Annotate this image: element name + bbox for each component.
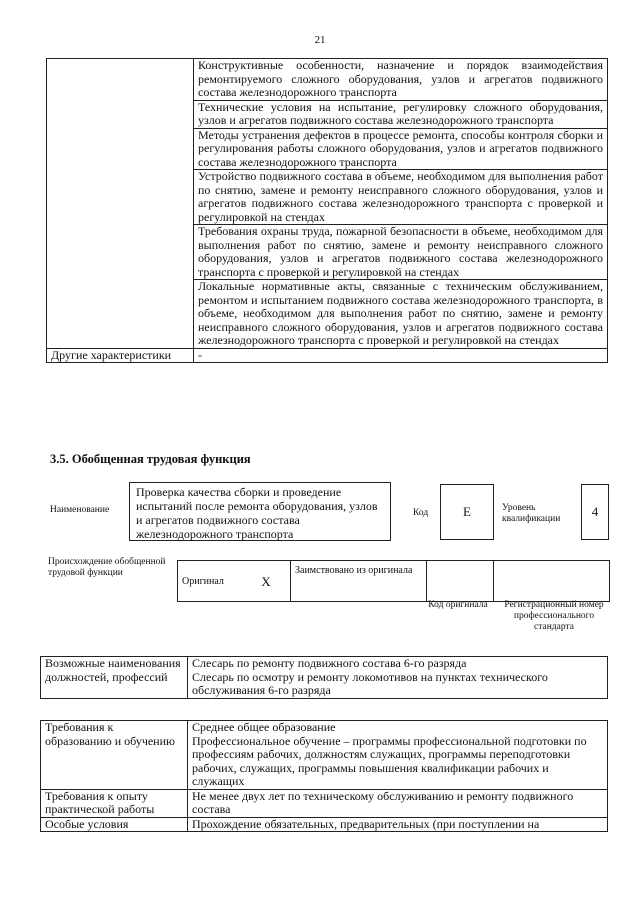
level-value: 4 [581,484,609,540]
conditions-label: Особые условия [41,817,188,832]
reg-number-label: Регистрационный номер профессионального стандарта [504,600,604,632]
position-item: Слесарь по ремонту подвижного состава 6-го разряда [192,656,467,670]
page-number: 21 [314,34,326,46]
experience-value: Не менее двух лет по техническому обслуживанию и ремонту подвижного состава [188,789,608,817]
code-original-cell [427,561,494,602]
other-characteristics-value: - [194,348,608,363]
original-mark: X [242,561,291,602]
knowledge-item: Требования охраны труда, пожарной безопасности в объеме, необходимом для выполнения работ по снятию, замене и ремонту неисправного сложного оборудования, узлов и агрегатов подвижного состава железнодорожного транспорта с проверкой и регулировкой на стендах [194,225,608,280]
positions-label: Возможные наименования должностей, профессий [41,657,188,699]
code-value: E [440,484,494,540]
knowledge-table [46,58,608,363]
table-row [41,721,608,790]
borrowed-label: Заимствовано из оригинала [291,561,427,602]
section-title: 3.5. Обобщенная трудовая функция [50,452,251,466]
experience-label: Требования к опыту практической работы [41,789,188,817]
education-label: Требования к образованию и обучению [41,721,188,790]
education-item: Профессиональное обучение – программы профессиональной подготовки по профессиям рабочих, должностям служащих, программы переподготовки рабочих, служащих, программы повышения квалификации рабочих и служащих [192,733,587,788]
origin-table [177,560,610,602]
table-row [47,59,608,101]
knowledge-item: Устройство подвижного состава в объеме, необходимом для выполнения работ по снятию, замене и ремонту неисправного сложного оборудования, узлов и агрегатов подвижного состава железнодорожного транспорта с проверкой и регулировкой на стендах [194,170,608,225]
knowledge-label-cell [47,59,194,349]
code-original-label: Код оригинала [428,600,488,610]
function-name-box: Проверка качества сборки и проведение испытаний после ремонта оборудования, узлов и агрегатов подвижного состава железнодорожного транспорта [129,482,391,541]
reg-number-cell [494,561,610,602]
knowledge-item: Локальные нормативные акты, связанные с техническим обслуживанием, ремонтом и испытанием подвижного состава железнодорожного транспорта, в объеме, необходимом для выполнения работ по снятию, замене и ремонту неисправного сложного оборудования, узлов и агрегатов подвижного состава железнодорожного транспорта с проверкой и регулировкой на стендах [194,280,608,349]
origin-label: Происхождение обобщенной трудовой функции [48,557,166,578]
table-row [178,561,610,602]
knowledge-item: Конструктивные особенности, назначение и порядок взаимодействия ремонтируемого сложного оборудования, узлов и агрегатов подвижного состава железнодорожного транспорта [194,59,608,101]
table-row [41,817,608,832]
knowledge-item: Технические условия на испытание, регулировку сложного оборудования, узлов и агрегатов подвижного состава железнодорожного транспорта [194,100,608,128]
knowledge-item: Методы устранения дефектов в процессе ремонта, способы контроля сборки и регулирования работы сложного оборудования, узлов и агрегатов подвижного состава железнодорожного транспорта [194,128,608,170]
positions-values [188,657,608,699]
code-label: Код [413,508,429,518]
education-item: Среднее общее образование [192,720,336,734]
other-characteristics-label: Другие характеристики [47,348,194,363]
table-row [41,657,608,699]
level-label: Уровень квалификации [502,503,561,524]
table-row [47,348,608,363]
positions-table [40,656,608,699]
name-label: Наименование [50,505,110,515]
requirements-table [40,720,608,832]
conditions-value: Прохождение обязательных, предварительных (при поступлении на [188,817,608,832]
original-label: Оригинал [178,561,243,602]
position-item: Слесарь по осмотру и ремонту локомотивов на пунктах технического обслуживания 6-го разряда [192,669,548,697]
table-row [41,789,608,817]
education-values [188,721,608,790]
